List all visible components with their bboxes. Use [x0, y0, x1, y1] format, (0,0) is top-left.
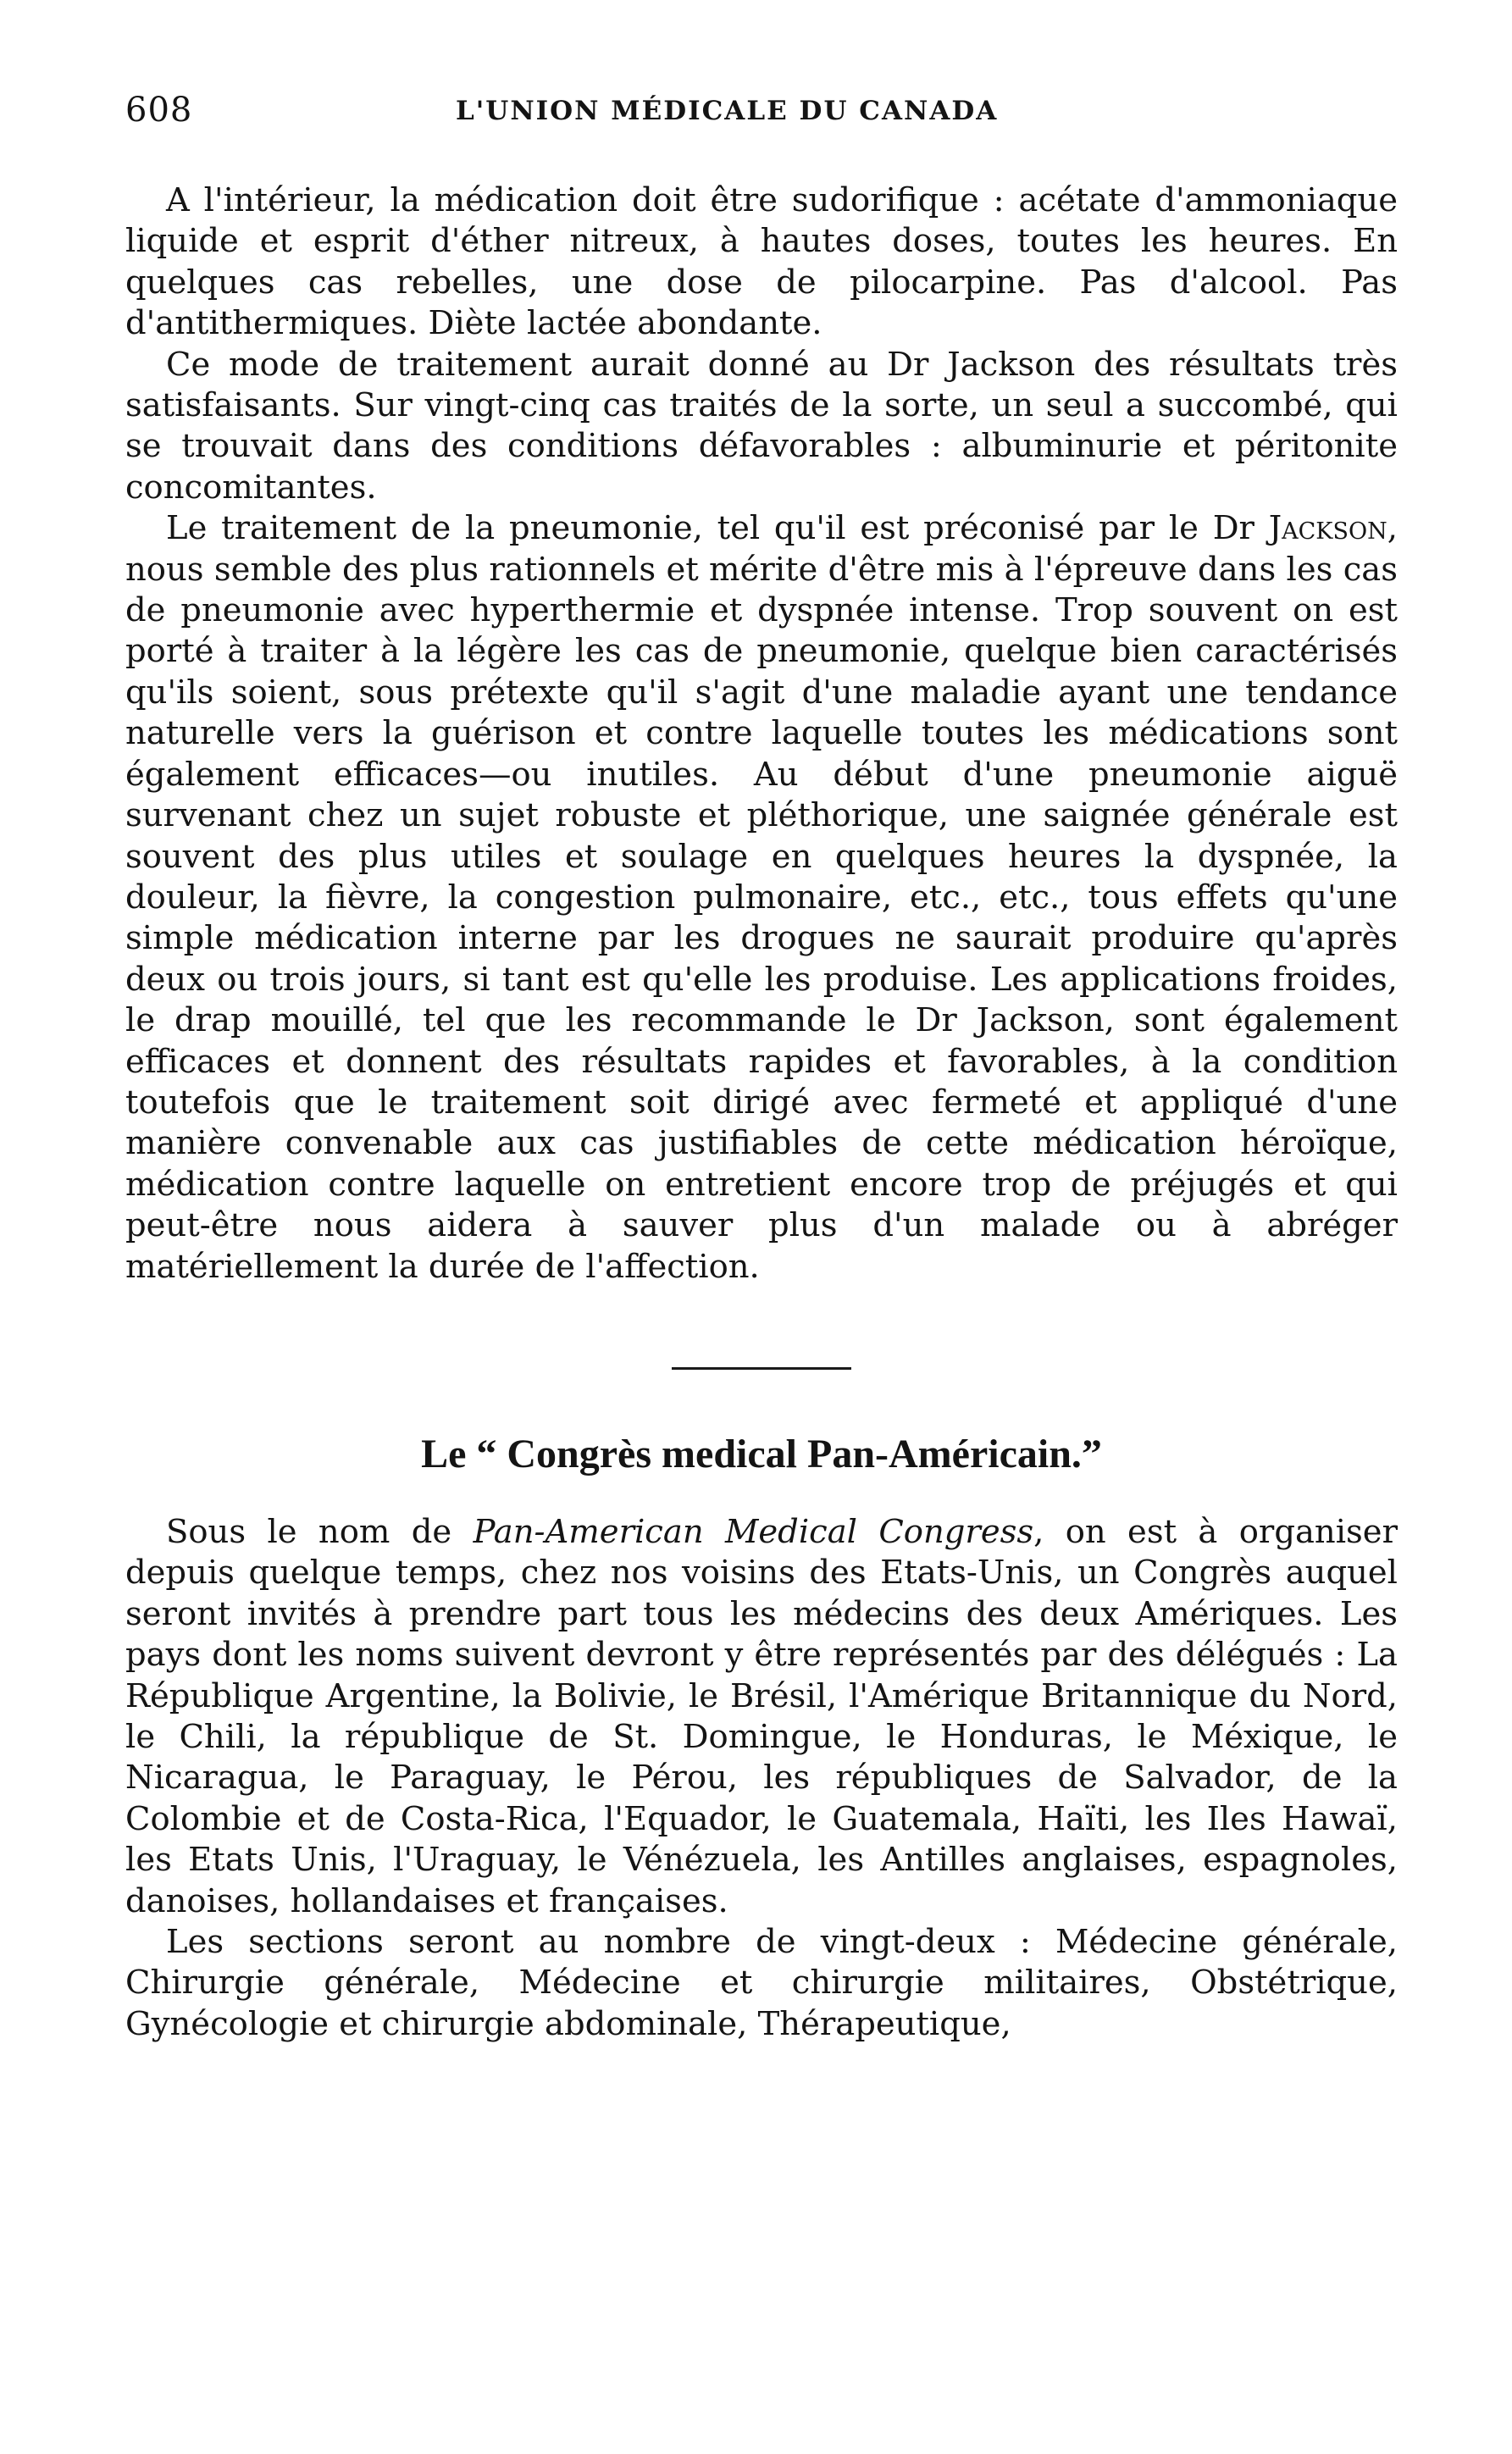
paragraph	[125, 1512, 1398, 1922]
paragraph-text: , on est à organiser depuis quelque temps, chez nos voisins des Etats-Unis, un Congrès auquel seront invités à prendre part tous les médecins des deux Amériques. Les pays dont les noms suivent devront y être représentés par des délégués : La République Argentine, la Bolivie, le Brésil, l'Amérique Britannique du Nord, le Chili, la république de St. Domingue, le Honduras, le Méxique, le Nicaragua, le Paraguay, le Pérou, les républiques de Salvador, de la Colombie et de Costa-Rica, l'Equador, le Guatemala, Haïti, les Iles Hawaï, les Etats Unis, l'Uraguay, le Vénézuela, les Antilles anglaises, espagnoles, danoises, hollandaises et françaises.	[125, 1512, 1398, 1920]
section-divider	[672, 1367, 851, 1370]
author-name: Jackson	[1268, 509, 1387, 548]
congress-name: Pan-American Medical Congress	[473, 1512, 1034, 1551]
paragraph: Les sections seront au nombre de vingt-deux : Médecine générale, Chirurgie générale, Médecine et chirurgie militaires, Obstétrique, Gynécologie et chirurgie abdominale, Thérapeutique,	[125, 1923, 1398, 2043]
paragraph-text: Le traitement de la pneumonie, tel qu'il est préconisé par le Dr	[166, 509, 1269, 548]
page-number: 608	[125, 91, 193, 130]
article-body	[125, 1512, 1398, 2045]
article-heading: Le “ Congrès medical Pan-Américain.”	[421, 1431, 1102, 1476]
journal-title: L'UNION MÉDICALE DU CANADA	[456, 96, 999, 126]
running-head	[125, 89, 1398, 138]
paragraph	[125, 508, 1398, 1288]
paragraph-text: , nous semble des plus rationnels et mérite d'être mis à l'épreuve dans les cas de pneumonie avec hyperthermie et dyspnée intense. Trop souvent on est porté à traiter à la légère les cas de pneumonie, quelque bien caractérisés qu'ils soient, sous prétexte qu'il s'agit d'une maladie ayant une tendance naturelle vers la guérison et contre laquelle toutes les médications sont également efficaces—ou inutiles. Au début d'une pneumonie aiguë survenant chez un sujet robuste et pléthorique, une saignée générale est souvent des plus utiles et soulage en quelques heures la dyspnée, la douleur, la fièvre, la congestion pulmonaire, etc., etc., tous effets qu'une simple médication interne par les drogues ne saurait produire qu'après deux ou trois jours, si tant est qu'elle les produise. Les applications froides, le drap mouillé, tel que les recommande le Dr Jackson, sont également efficaces et donnent des résultats rapides et favorables, à la condition toutefois que le traitement soit dirigé avec fermeté et appliqué d'une manière convenable aux cas justifiables de cette médication héroïque, médication contre laquelle on entretient encore trop de préjugés et qui peut-être nous aidera à sauver plus d'un malade ou à abréger matériellement la durée de l'affection.	[125, 509, 1398, 1286]
paragraph: A l'intérieur, la médication doit être sudorifique : acétate d'ammoniaque liquide et esprit d'éther nitreux, à hautes doses, toutes les heures. En quelques cas rebelles, une dose de pilocarpine. Pas d'alcool. Pas d'antithermiques. Diète lactée abondante.	[125, 181, 1398, 343]
document-page	[125, 89, 1398, 2045]
paragraph-text: Sous le nom de	[166, 1512, 474, 1551]
paragraph: Ce mode de traitement aurait donné au Dr Jackson des résultats très satisfaisants. Sur vingt-cinq cas traités de la sorte, un seul a succombé, qui se trouvait dans des conditions défavorables : albuminurie et péritonite concomitantes.	[125, 345, 1398, 507]
article-continuation	[125, 180, 1398, 1288]
